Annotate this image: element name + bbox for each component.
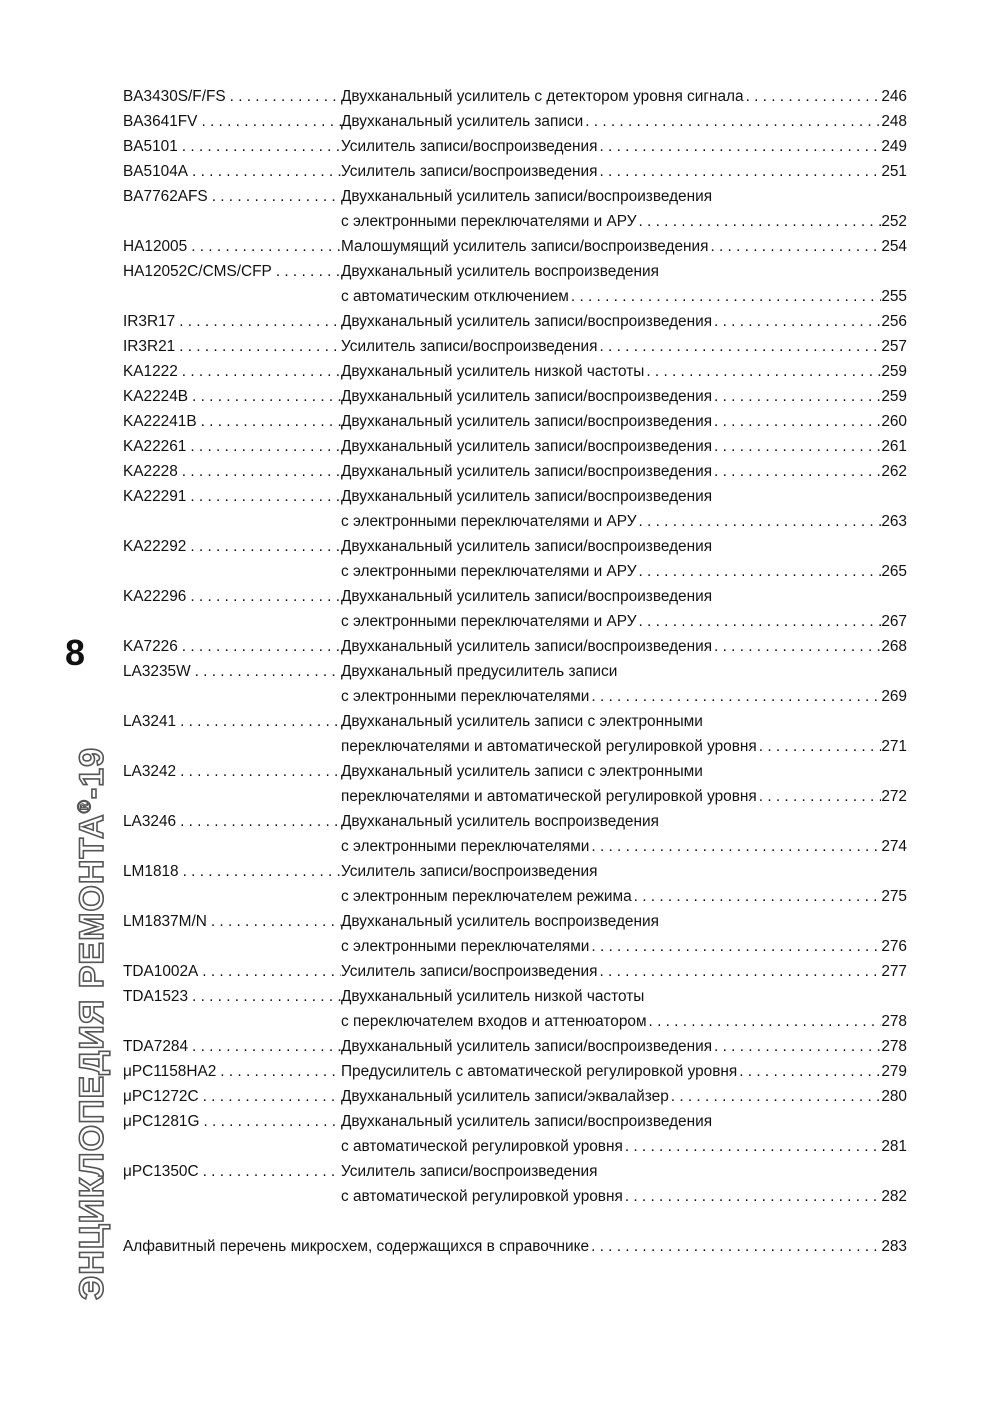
leader-dots xyxy=(637,609,882,634)
code-leader-dots xyxy=(178,634,341,659)
chip-description: с электронным переключателем режима xyxy=(341,888,632,905)
chip-description: с электронными переключателями xyxy=(341,838,590,855)
page-ref: 276 xyxy=(881,938,907,955)
leader-dots xyxy=(623,1184,881,1209)
toc-entry-line xyxy=(123,834,907,859)
chip-code: LM1837M/N xyxy=(123,913,207,930)
chip-description: с электронными переключателями xyxy=(341,688,590,705)
page-ref: 277 xyxy=(881,963,907,980)
code-leader-dots xyxy=(178,459,341,484)
chip-description: Двухканальный усилитель записи/воспроизведения xyxy=(341,413,713,430)
chip-description: Предусилитель с автоматической регулировкой уровня xyxy=(341,1063,738,1080)
page-ref: 271 xyxy=(881,738,907,755)
chip-code: BA5101 xyxy=(123,138,178,155)
code-leader-dots xyxy=(186,534,341,559)
page-ref: 256 xyxy=(881,313,907,330)
toc-entry-line xyxy=(123,409,907,434)
page-ref: 268 xyxy=(881,638,907,655)
leader-dots xyxy=(637,509,882,534)
page-number: 8 xyxy=(64,632,86,673)
toc-entry-line xyxy=(123,334,907,359)
chip-description: Двухканальный усилитель записи/воспроизведения xyxy=(341,188,713,205)
page-ref: 248 xyxy=(881,113,907,130)
code-leader-dots xyxy=(198,959,341,984)
code-leader-dots xyxy=(186,434,341,459)
leader-dots xyxy=(712,634,881,659)
chip-description: Двухканальный усилитель воспроизведения xyxy=(341,263,659,280)
leader-dots xyxy=(589,1234,881,1259)
page-ref: 262 xyxy=(881,463,907,480)
leader-dots xyxy=(712,309,881,334)
code-leader-dots xyxy=(188,159,341,184)
code-leader-dots xyxy=(178,359,341,384)
code-leader-dots xyxy=(199,1109,341,1134)
toc-entry-line xyxy=(123,259,907,284)
page-ref: 265 xyxy=(881,563,907,580)
leader-dots xyxy=(712,1034,881,1059)
toc-entry-line xyxy=(123,609,907,634)
toc-entry-line xyxy=(123,484,907,509)
toc-entry-line xyxy=(123,284,907,309)
code-leader-dots xyxy=(186,584,341,609)
chip-code: KA7226 xyxy=(123,638,178,655)
toc-entry-line xyxy=(123,959,907,984)
code-leader-dots xyxy=(176,759,341,784)
chip-description: Усилитель записи/воспроизведения xyxy=(341,863,598,880)
toc-entry-line xyxy=(123,1009,907,1034)
page-ref: 260 xyxy=(881,413,907,430)
page-ref: 257 xyxy=(881,338,907,355)
chip-code: KA22292 xyxy=(123,538,187,555)
leader-dots xyxy=(583,109,881,134)
toc-entry-line xyxy=(123,309,907,334)
leader-dots xyxy=(647,1009,882,1034)
chip-description: Усилитель записи/воспроизведения xyxy=(341,338,598,355)
leader-dots xyxy=(712,409,881,434)
toc-entry-line xyxy=(123,234,907,259)
chip-code: IR3R21 xyxy=(123,338,176,355)
code-leader-dots xyxy=(175,334,341,359)
page-ref: 275 xyxy=(881,888,907,905)
page-ref: 246 xyxy=(881,88,907,105)
page-ref: 278 xyxy=(881,1038,907,1055)
code-leader-dots xyxy=(176,809,341,834)
chip-code: μPC1272C xyxy=(123,1088,199,1105)
page-ref: 263 xyxy=(881,513,907,530)
chip-code: LA3235W xyxy=(123,663,191,680)
code-leader-dots xyxy=(176,709,341,734)
registered-mark: ® xyxy=(74,799,95,814)
toc-entry-line xyxy=(123,509,907,534)
chip-description: Малошумящий усилитель записи/воспроизведения xyxy=(341,238,709,255)
chip-description: с электронными переключателями и АРУ xyxy=(341,213,637,230)
chip-description: Двухканальный усилитель записи/воспроизведения xyxy=(341,588,713,605)
chip-code: KA2228 xyxy=(123,463,178,480)
toc-entry-line xyxy=(123,459,907,484)
code-leader-dots xyxy=(207,909,341,934)
chip-description: Двухканальный усилитель записи/воспроизведения xyxy=(341,463,713,480)
chip-code: HA12005 xyxy=(123,238,188,255)
page-ref: 269 xyxy=(881,688,907,705)
chip-description: Усилитель записи/воспроизведения xyxy=(341,163,598,180)
chip-description: Двухканальный усилитель низкой частоты xyxy=(341,988,645,1005)
leader-dots xyxy=(757,734,882,759)
leader-dots xyxy=(712,384,881,409)
code-leader-dots xyxy=(199,1159,341,1184)
toc-entry-line xyxy=(123,1059,907,1084)
chip-code: TDA1523 xyxy=(123,988,189,1005)
code-leader-dots xyxy=(197,409,341,434)
chip-description: Двухканальный усилитель низкой частоты xyxy=(341,363,645,380)
toc-entry-line xyxy=(123,559,907,584)
chip-description: с переключателем входов и аттенюатором xyxy=(341,1013,647,1030)
toc-entry-line xyxy=(123,1034,907,1059)
leader-dots xyxy=(598,134,882,159)
toc-entry-line xyxy=(123,534,907,559)
chip-code: TDA1002A xyxy=(123,963,199,980)
leader-dots xyxy=(569,284,881,309)
page-ref: 283 xyxy=(881,1238,907,1255)
chip-description: с автоматическим отключением xyxy=(341,288,569,305)
chip-description: Двухканальный усилитель записи с электронными xyxy=(341,713,703,730)
page-ref: 281 xyxy=(881,1138,907,1155)
toc-entry-line xyxy=(123,784,907,809)
chip-code: KA22261 xyxy=(123,438,187,455)
chip-code: BA7762AFS xyxy=(123,188,208,205)
leader-dots xyxy=(632,884,882,909)
leader-dots xyxy=(637,559,882,584)
chip-code: BA3641FV xyxy=(123,113,198,130)
toc-entry-line xyxy=(123,384,907,409)
toc-entry-line xyxy=(123,184,907,209)
chip-description: с электронными переключателями и АРУ xyxy=(341,563,637,580)
code-leader-dots xyxy=(188,1034,341,1059)
leader-dots xyxy=(598,334,882,359)
chip-code: HA12052C/CMS/CFP xyxy=(123,263,272,280)
leader-dots xyxy=(589,834,881,859)
chip-code: LA3242 xyxy=(123,763,177,780)
leader-dots xyxy=(708,234,881,259)
page-ref: 278 xyxy=(881,1013,907,1030)
chip-description: Двухканальный усилитель записи xyxy=(341,113,584,130)
toc-entry-line xyxy=(123,809,907,834)
code-leader-dots xyxy=(175,309,341,334)
chip-description: Двухканальный усилитель записи/воспроизведения xyxy=(341,488,713,505)
code-leader-dots xyxy=(197,109,341,134)
toc-entry-line xyxy=(123,359,907,384)
leader-dots xyxy=(712,459,881,484)
leader-dots xyxy=(589,684,881,709)
toc-entry-line xyxy=(123,1159,907,1184)
code-leader-dots xyxy=(216,1059,341,1084)
chip-description: Двухканальный усилитель записи/воспроизведения xyxy=(341,538,713,555)
page-ref: 282 xyxy=(881,1188,907,1205)
book-series-title xyxy=(73,747,112,1300)
chip-description: Усилитель записи/воспроизведения xyxy=(341,963,598,980)
toc-entry-line xyxy=(123,109,907,134)
leader-dots xyxy=(637,209,882,234)
code-leader-dots xyxy=(178,134,341,159)
toc-entry-line xyxy=(123,1134,907,1159)
chip-description: с электронными переключателями и АРУ xyxy=(341,613,637,630)
toc-entry-line xyxy=(123,884,907,909)
page-ref: 255 xyxy=(881,288,907,305)
toc-entry-line xyxy=(123,134,907,159)
chip-code: μPC1350C xyxy=(123,1163,199,1180)
chip-code: BA3430S/F/FS xyxy=(123,88,226,105)
toc-entry-line xyxy=(123,759,907,784)
toc-entry-line xyxy=(123,1084,907,1109)
code-leader-dots xyxy=(208,184,341,209)
chip-code: BA5104A xyxy=(123,163,189,180)
chip-description: с электронными переключателями xyxy=(341,938,590,955)
chip-description: Двухканальный усилитель записи/воспроизведения xyxy=(341,1113,713,1130)
chip-code: LM1818 xyxy=(123,863,179,880)
chip-description: с автоматической регулировкой уровня xyxy=(341,1138,623,1155)
chip-description: с электронными переключателями и АРУ xyxy=(341,513,637,530)
chip-code: KA22291 xyxy=(123,488,187,505)
toc-entry-line xyxy=(123,659,907,684)
toc-entry-line xyxy=(123,1184,907,1209)
page-ref: 280 xyxy=(881,1088,907,1105)
chip-description: Двухканальный предусилитель записи xyxy=(341,663,618,680)
toc-entry-line xyxy=(123,1109,907,1134)
table-of-contents xyxy=(123,84,907,1259)
chip-code: KA1222 xyxy=(123,363,178,380)
chip-description: Двухканальный усилитель записи/воспроизведения xyxy=(341,638,713,655)
summary-text: Алфавитный перечень микросхем, содержащихся в справочнике xyxy=(123,1238,590,1255)
code-leader-dots xyxy=(179,859,341,884)
code-leader-dots xyxy=(191,659,341,684)
page-ref: 251 xyxy=(881,163,907,180)
code-leader-dots xyxy=(186,484,341,509)
page-ref: 274 xyxy=(881,838,907,855)
book-volume: -19 xyxy=(73,747,111,800)
chip-description: Усилитель записи/воспроизведения xyxy=(341,138,598,155)
leader-dots xyxy=(737,1059,881,1084)
page-ref: 267 xyxy=(881,613,907,630)
toc-summary-line xyxy=(123,1234,907,1259)
toc-entry-line xyxy=(123,584,907,609)
chip-code: LA3241 xyxy=(123,713,177,730)
chip-description: с автоматической регулировкой уровня xyxy=(341,1188,623,1205)
chip-code: IR3R17 xyxy=(123,313,176,330)
chip-description: Двухканальный усилитель воспроизведения xyxy=(341,813,659,830)
code-leader-dots xyxy=(272,259,341,284)
chip-code: KA22296 xyxy=(123,588,187,605)
chip-description: Двухканальный усилитель записи/эквалайзер xyxy=(341,1088,669,1105)
page-ref: 259 xyxy=(881,363,907,380)
leader-dots xyxy=(757,784,882,809)
toc-entry-line xyxy=(123,934,907,959)
toc-entry-line xyxy=(123,909,907,934)
chip-description: Двухканальный усилитель с детектором уровня сигнала xyxy=(341,88,744,105)
leader-dots xyxy=(589,934,881,959)
chip-description: Двухканальный усилитель записи/воспроизведения xyxy=(341,388,713,405)
page-ref: 261 xyxy=(881,438,907,455)
page-ref: 254 xyxy=(881,238,907,255)
leader-dots xyxy=(712,434,881,459)
chip-description: Двухканальный усилитель воспроизведения xyxy=(341,913,659,930)
chip-code: LA3246 xyxy=(123,813,177,830)
chip-description: переключателями и автоматической регулировкой уровня xyxy=(341,738,757,755)
toc-entry-line xyxy=(123,159,907,184)
toc-entry-line xyxy=(123,634,907,659)
leader-dots xyxy=(644,359,881,384)
leader-dots xyxy=(623,1134,881,1159)
leader-dots xyxy=(744,84,882,109)
chip-code: μPC1158HA2 xyxy=(123,1063,217,1080)
chip-description: Двухканальный усилитель записи/воспроизведения xyxy=(341,438,713,455)
leader-dots xyxy=(598,959,882,984)
page-ref: 259 xyxy=(881,388,907,405)
toc-entry-line xyxy=(123,734,907,759)
chip-code: μPC1281G xyxy=(123,1113,200,1130)
toc-entry-line xyxy=(123,84,907,109)
page-ref: 249 xyxy=(881,138,907,155)
code-leader-dots xyxy=(188,984,341,1009)
toc-entry-line xyxy=(123,984,907,1009)
book-series-name: ЭНЦИКЛОПЕДИЯ РЕМОНТА xyxy=(73,813,111,1300)
chip-code: KA2224B xyxy=(123,388,189,405)
code-leader-dots xyxy=(199,1084,341,1109)
page-ref: 272 xyxy=(881,788,907,805)
leader-dots xyxy=(669,1084,882,1109)
code-leader-dots xyxy=(188,384,341,409)
chip-description: Двухканальный усилитель записи с электронными xyxy=(341,763,703,780)
code-leader-dots xyxy=(187,234,341,259)
leader-dots xyxy=(598,159,882,184)
chip-code: KA22241B xyxy=(123,413,197,430)
toc-entry-line xyxy=(123,434,907,459)
code-leader-dots xyxy=(226,84,341,109)
page-ref: 279 xyxy=(881,1063,907,1080)
chip-description: Двухканальный усилитель записи/воспроизведения xyxy=(341,313,713,330)
chip-description: Двухканальный усилитель записи/воспроизведения xyxy=(341,1038,713,1055)
toc-entry-line xyxy=(123,859,907,884)
toc-entry-line xyxy=(123,709,907,734)
toc-entry-line xyxy=(123,684,907,709)
toc-entry-line xyxy=(123,209,907,234)
chip-code: TDA7284 xyxy=(123,1038,189,1055)
chip-description: Усилитель записи/воспроизведения xyxy=(341,1163,598,1180)
chip-description: переключателями и автоматической регулировкой уровня xyxy=(341,788,757,805)
page-ref: 252 xyxy=(881,213,907,230)
